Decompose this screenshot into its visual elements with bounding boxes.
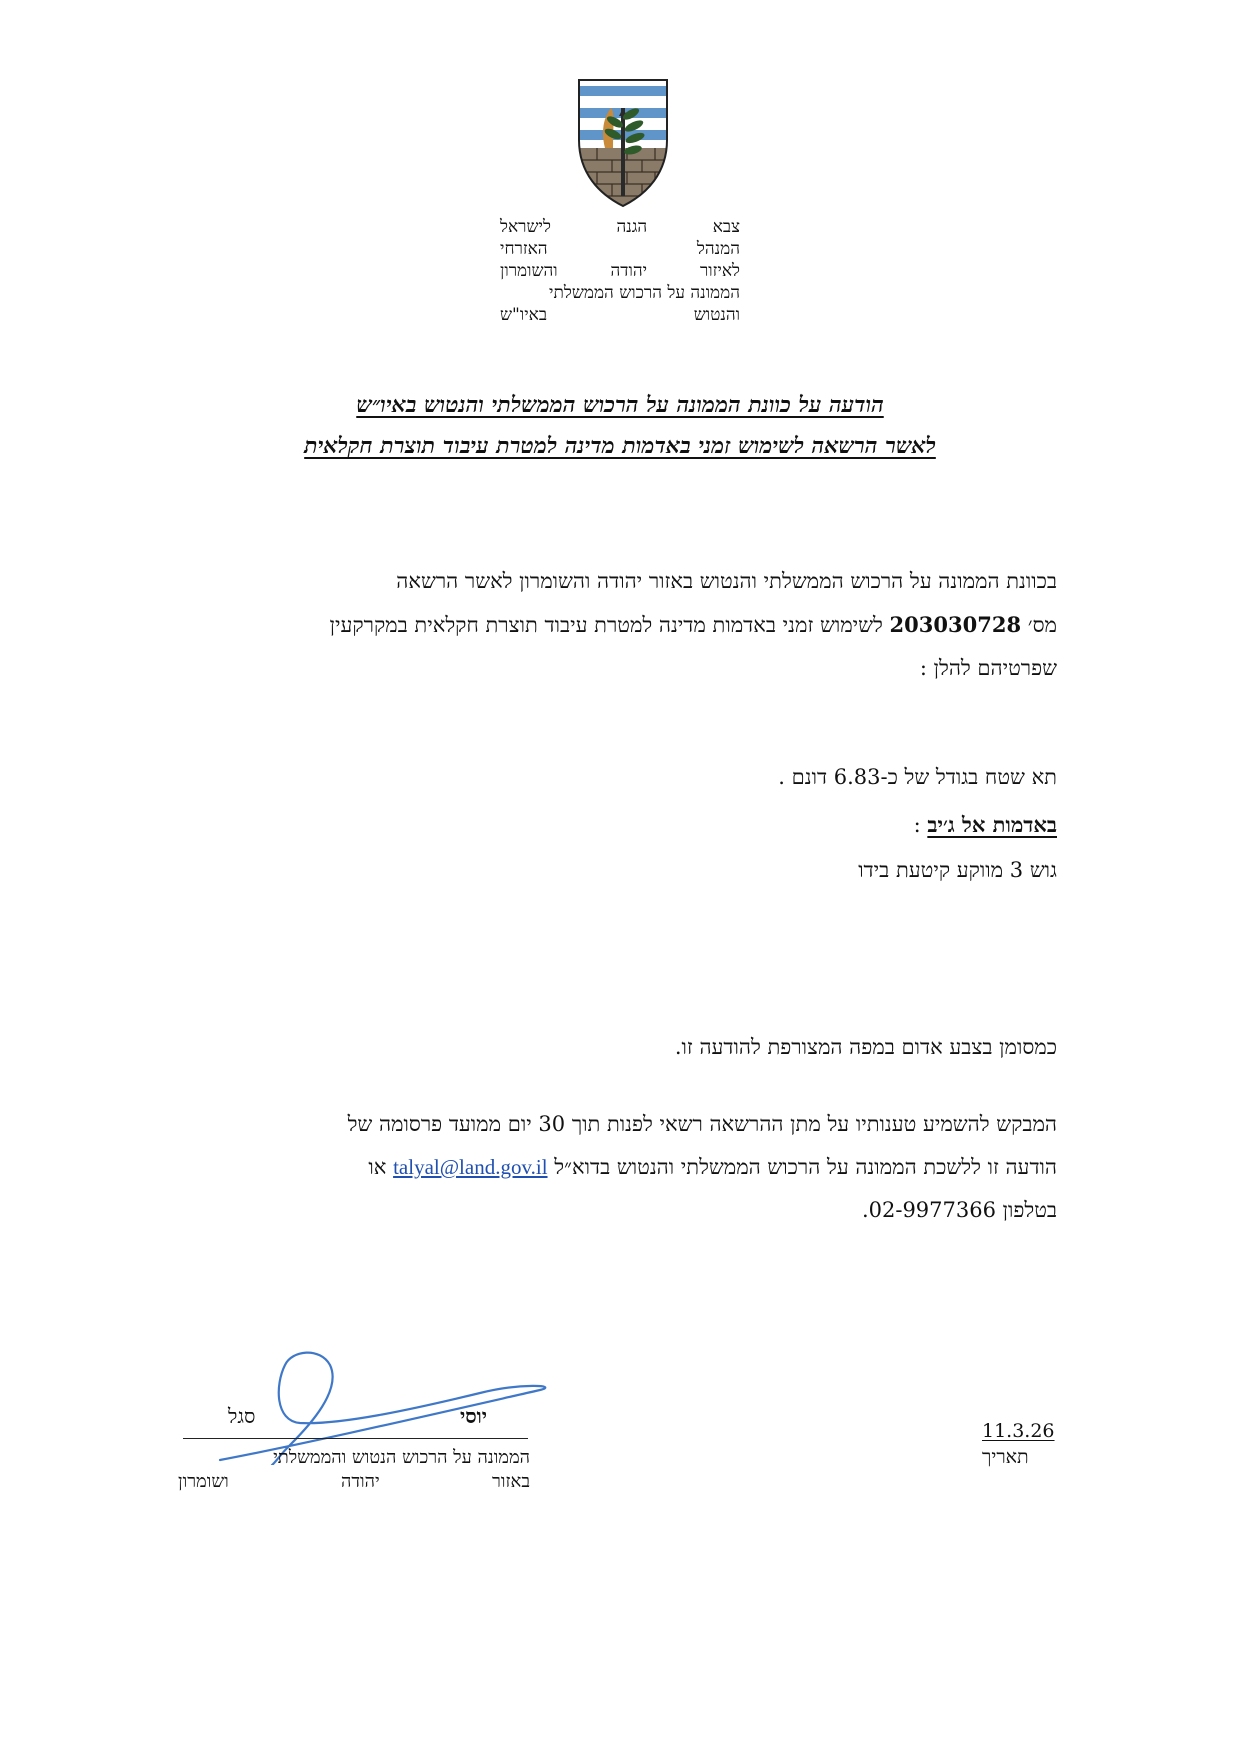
- org-word: האזרחי: [500, 239, 548, 259]
- org-word: לאיזור: [699, 261, 740, 281]
- intro-line-1: בכוונת הממונה על הרכוש הממשלתי והנטוש באזור יהודה והשומרון לאשר הרשאה: [396, 569, 1057, 593]
- org-row: [500, 304, 740, 326]
- village-line: [914, 812, 1057, 838]
- intro-paragraph: [177, 560, 1057, 690]
- map-marking-note: כמסומן בצבע אדום במפה המצורפת להודעה זו.: [674, 1035, 1057, 1059]
- role-text: ושומרון: [178, 1471, 229, 1492]
- org-word: לישראל: [500, 217, 551, 237]
- org-row: [500, 282, 740, 304]
- signatory-first-name: יוסי: [460, 1404, 487, 1428]
- org-word: הגנה: [616, 217, 648, 237]
- org-word: והנטוש: [693, 305, 740, 325]
- objection-paragraph: [167, 1103, 1057, 1232]
- role-text: הממונה על הרכוש הנטוש והממשלתי: [273, 1447, 530, 1468]
- village-colon: :: [913, 813, 921, 837]
- objection-line-2: [167, 1146, 1057, 1189]
- signatory-last-name: סגל: [228, 1404, 256, 1428]
- signatory-role: [178, 1446, 530, 1494]
- gush-line: גוש 3 מווקע קיטעת בידו: [858, 858, 1057, 882]
- role-row: [178, 1446, 530, 1470]
- role-text: יהודה: [341, 1471, 380, 1492]
- plot-area: תא שטח בגודל של כ-6.83 דונם .: [778, 765, 1057, 789]
- objection-line-2-text: הודעה זו ללשכת הממונה על הרכוש הממשלתי והנטוש בדוא״ל: [554, 1155, 1057, 1179]
- permit-prefix: מס׳: [1027, 613, 1057, 637]
- role-row: [178, 1470, 530, 1494]
- emblem-icon: [577, 78, 669, 208]
- role-text: באזור: [492, 1471, 530, 1492]
- org-word: צבא: [712, 217, 740, 237]
- org-row: [500, 216, 740, 238]
- notice-title-line-1: הודעה על כוונת הממונה על הרכוש הממשלתי והנטוש באיו״ש: [356, 392, 884, 418]
- org-row: [500, 238, 740, 260]
- org-word: והשומרון: [500, 261, 558, 281]
- email-link[interactable]: talyal@land.gov.il: [393, 1155, 548, 1179]
- objection-line-2-end: או: [368, 1155, 387, 1179]
- org-word: באיו"ש: [500, 305, 548, 325]
- intro-line-2-text: לשימוש זמני באדמות מדינה למטרת עיבוד תוצרת חקלאית במקרקעין: [329, 613, 883, 637]
- notice-title-line-2: לאשר הרשאה לשימוש זמני באדמות מדינה למטרת עיבוד תוצרת חקלאית: [304, 433, 936, 459]
- org-header-block: [500, 216, 740, 326]
- org-word: המנהל: [696, 239, 740, 259]
- org-row: [500, 260, 740, 282]
- objection-line-3: בטלפון 02-9977366.: [861, 1198, 1057, 1222]
- intro-line-3: שפרטיהם להלן :: [919, 656, 1057, 680]
- org-word: הממונה על הרכוש הממשלתי: [549, 283, 740, 303]
- signature-line: [183, 1438, 528, 1439]
- objection-line-1: המבקש להשמיע טענותיו על מתן ההרשאה רשאי לפנות תוך 30 יום ממועד פרסומה של: [347, 1112, 1057, 1136]
- date-label: תאריך: [982, 1446, 1029, 1468]
- org-word: יהודה: [610, 261, 648, 281]
- intro-line-2: [177, 603, 1057, 647]
- date-value: 11.3.26: [982, 1420, 1055, 1442]
- permit-number: 203030728: [889, 612, 1022, 637]
- village-label: באדמות אל ג׳יב: [927, 812, 1057, 837]
